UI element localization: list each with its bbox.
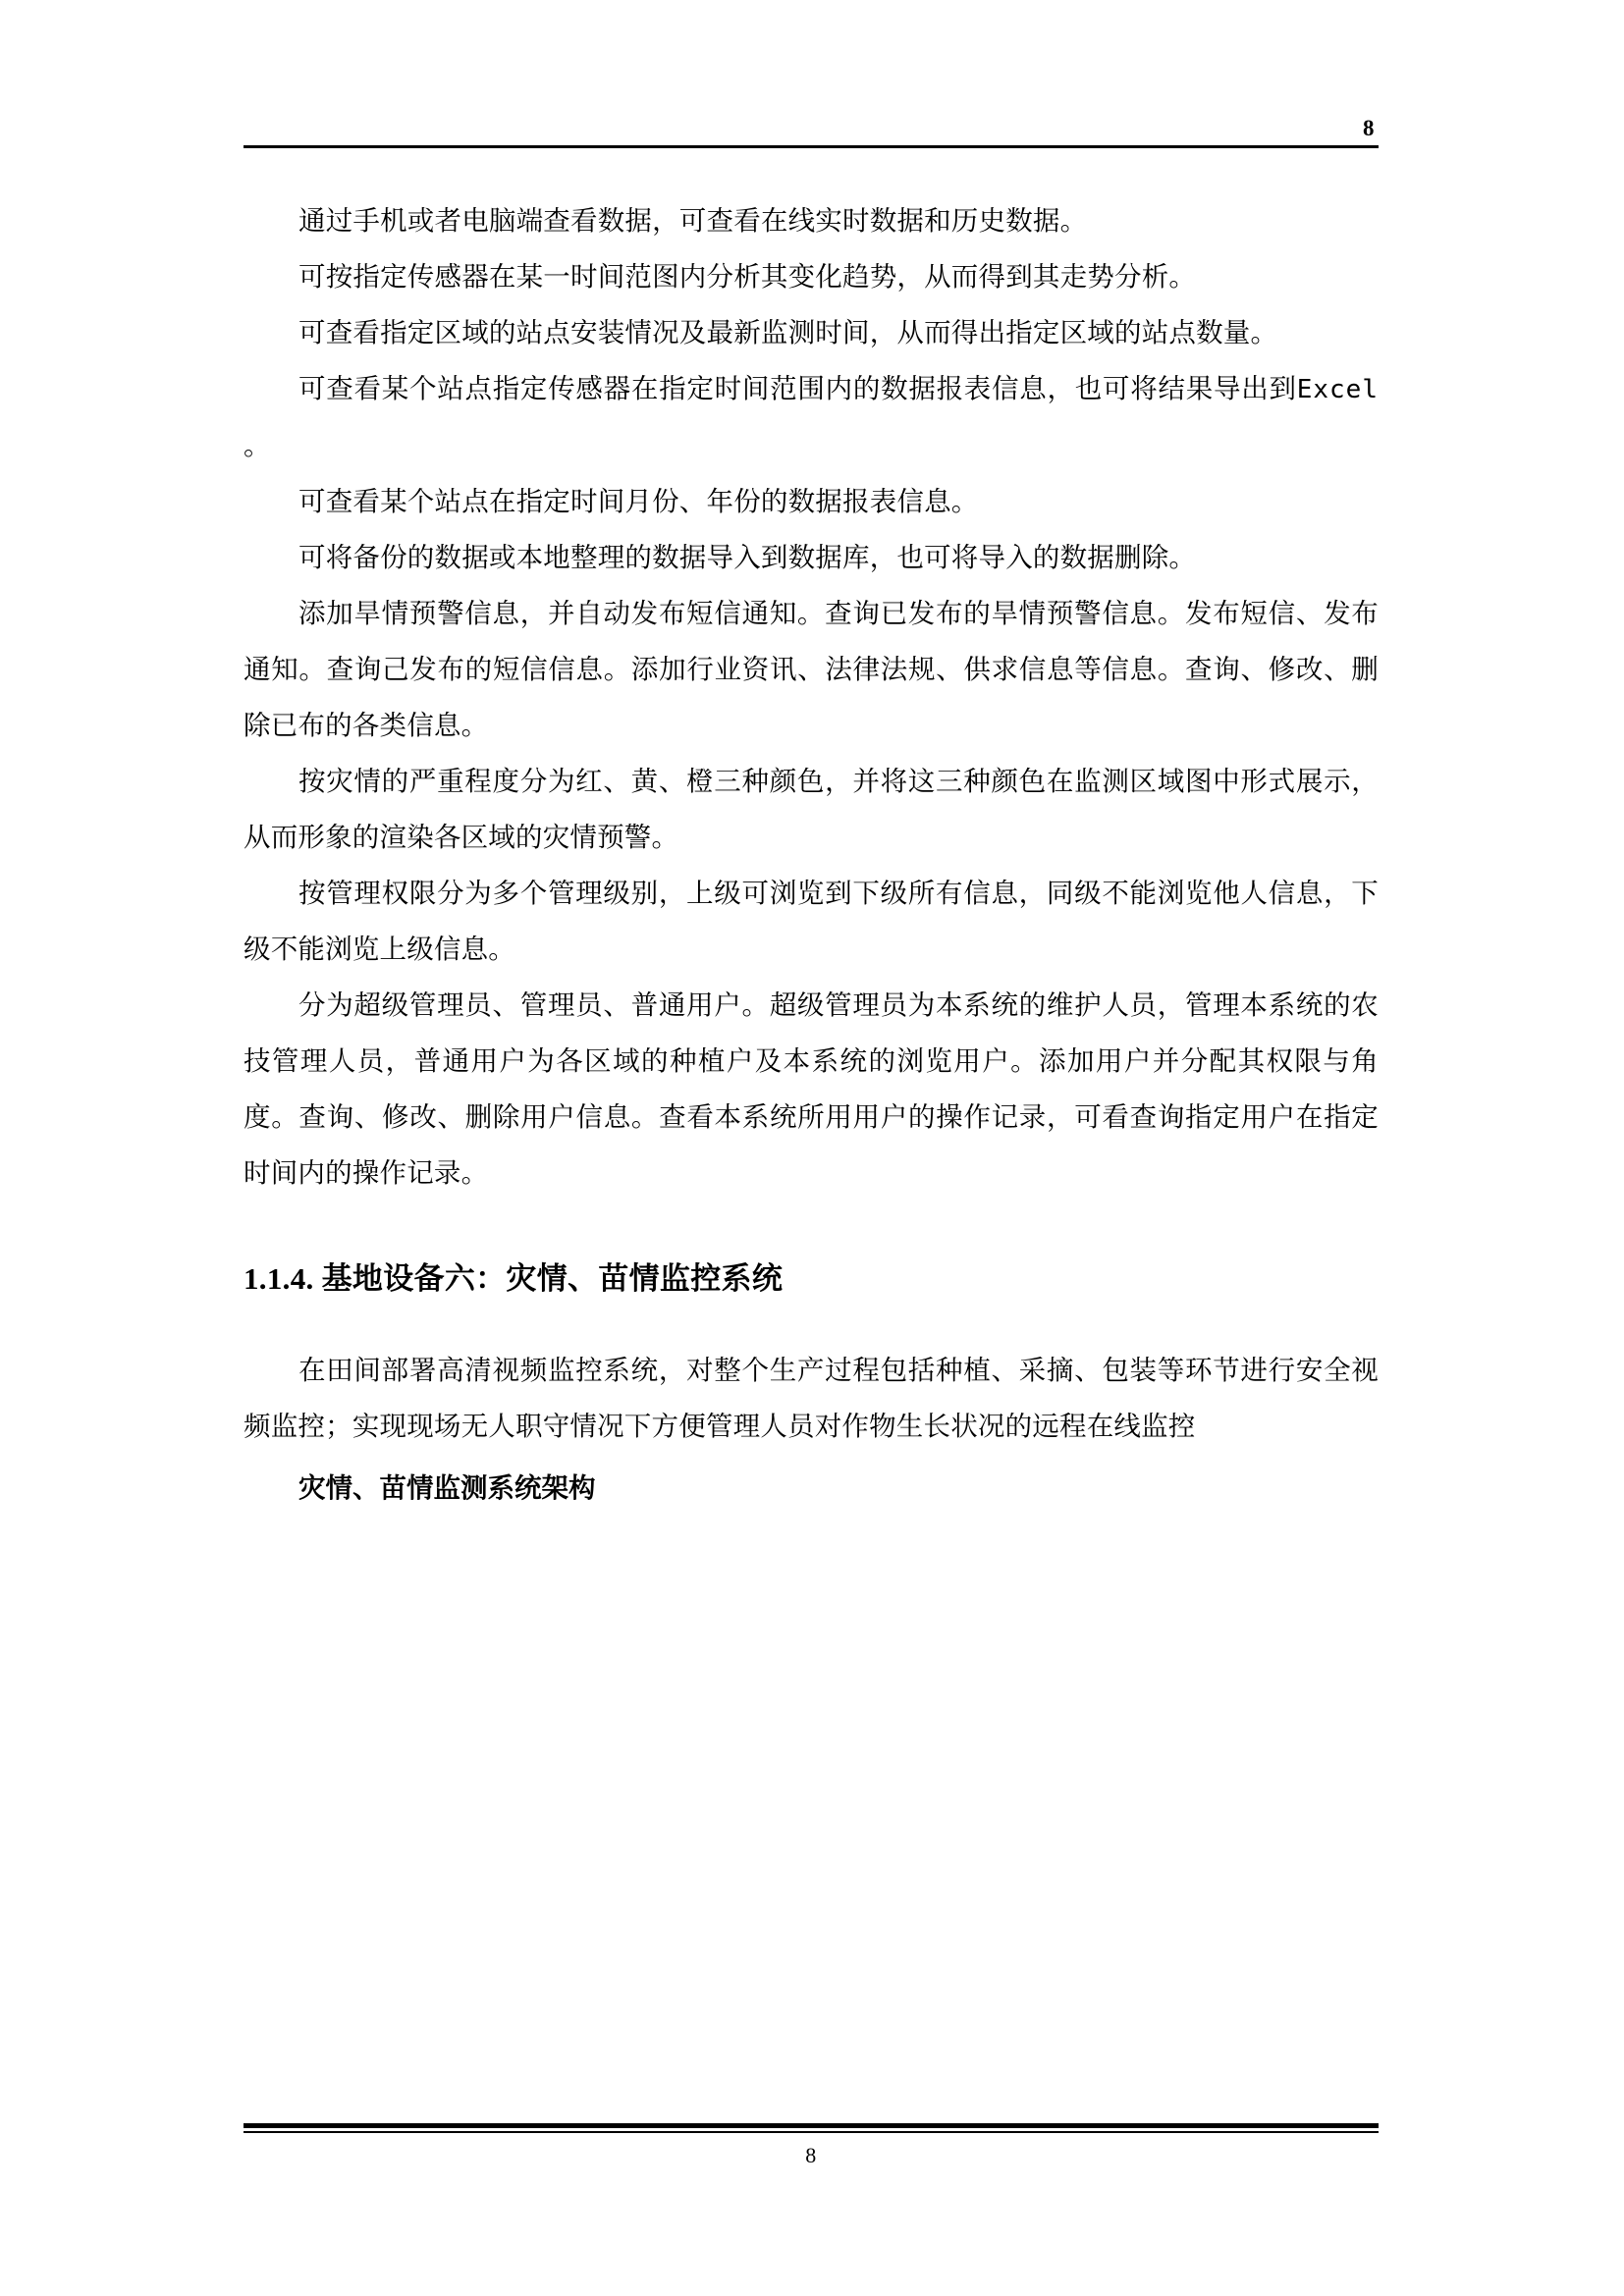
footer-divider-thick [244,2123,1379,2128]
paragraph-4-tail: 。 [244,430,271,461]
paragraph-10: 分为超级管理员、管理员、普通用户。超级管理员为本系统的维护人员，管理本系统的农技管理人员，普通用户为各区域的种植户及本系统的浏览用户。添加用户并分配其权限与角度。查询、修改、删除用户信息。查看本系统所用用户的操作记录，可看查询指定用户在指定时间内的操作记录。 [244,989,1379,1189]
paragraph-8: 按灾情的严重程度分为红、黄、橙三种颜色，并将这三种颜色在监测区域图中形式展示，从而形象的渲染各区域的灾情预警。 [244,766,1379,853]
paragraph-4-text: 可查看某个站点指定传感器在指定时间范围内的数据报表信息，也可将结果导出到 [298,373,1297,404]
section-paragraph: 在田间部署高清视频监控系统，对整个生产过程包括种植、采摘、包装等环节进行安全视频监控；实现现场无人职守情况下方便管理人员对作物生长状况的远程在线监控 [244,1355,1379,1442]
header-page-number: 8 [1363,116,1375,140]
body-text-block [244,193,1379,1201]
section-subheading: 灾情、苗情监测系统架构 [298,1472,596,1504]
footer-page-number: 8 [805,2143,817,2167]
paragraph-9: 按管理权限分为多个管理级别，上级可浏览到下级所有信息，同级不能浏览他人信息，下级不能浏览上级信息。 [244,878,1379,965]
paragraph-7: 添加旱情预警信息，并自动发布短信通知。查询已发布的旱情预警信息。发布短信、发布通知。查询己发布的短信信息。添加行业资讯、法律法规、供求信息等信息。查询、修改、删除已布的各类信息。 [244,598,1379,741]
paragraph-5: 可查看某个站点在指定时间月份、年份的数据报表信息。 [298,486,979,517]
paragraph-3: 可查看指定区域的站点安装情况及最新监测时间，从而得出指定区域的站点数量。 [298,317,1278,348]
paragraph-4 [244,361,1379,474]
paragraph-2: 可按指定传感器在某一时间范图内分析其变化趋势，从而得到其走势分析。 [298,261,1197,293]
page-content [244,116,1379,1517]
footer-divider-thin [244,2131,1379,2133]
section-heading [244,1256,1379,1302]
section-body [244,1343,1379,1517]
paragraph-1: 通过手机或者电脑端查看数据，可查看在线实时数据和历史数据。 [298,205,1088,237]
paragraph-6: 可将备份的数据或本地整理的数据导入到数据库，也可将导入的数据删除。 [298,542,1197,573]
page-footer [244,2123,1379,2168]
excel-token: Excel [1296,375,1379,404]
section-number: 1.1.4. [244,1261,314,1296]
section-title: 基地设备六：灾情、苗情监控系统 [321,1261,784,1297]
header-divider [244,145,1379,148]
